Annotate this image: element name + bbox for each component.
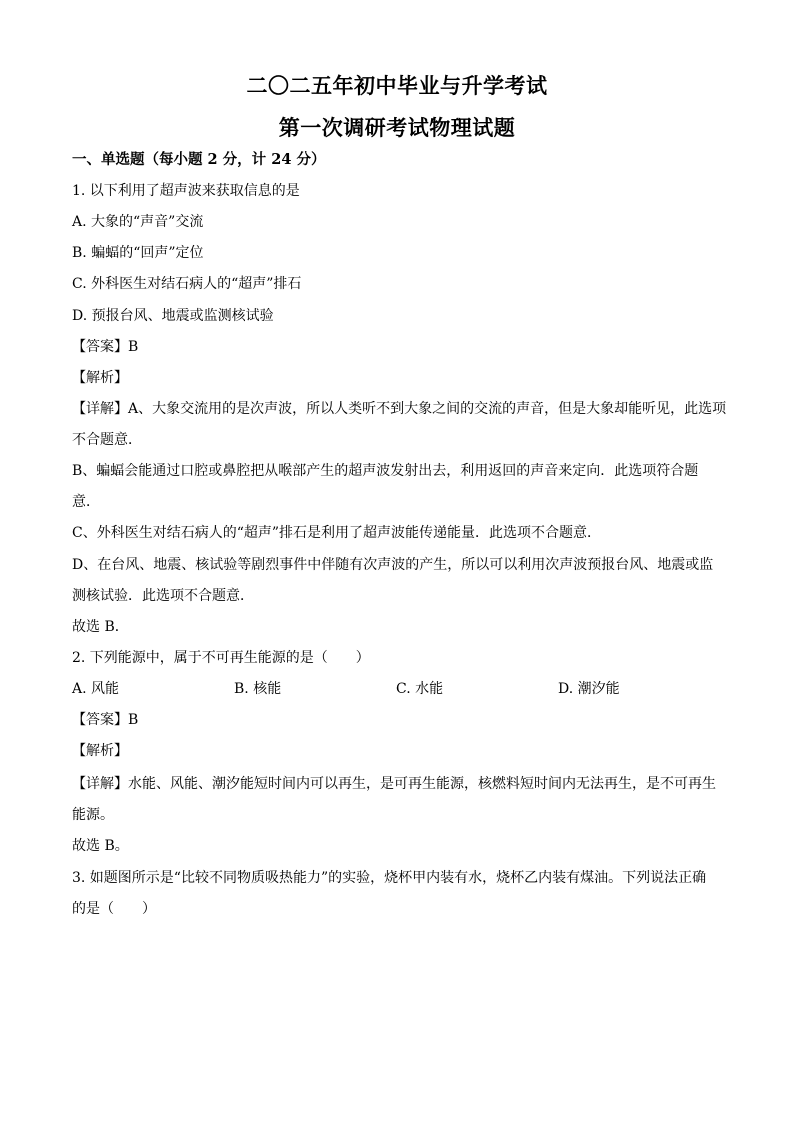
question-2-stem: 2. 下列能源中，属于不可再生能源的是（ ） <box>72 650 370 666</box>
question-1-option-d: D. 预报台风、地震或监测核试验 <box>72 308 274 324</box>
question-1-option-b: B. 蝙蝠的“回声”定位 <box>72 245 204 261</box>
section-heading: 一、单选题（每小题 2 分，计 24 分） <box>72 151 326 168</box>
question-3-stem-continued: 的是（ ） <box>72 901 156 917</box>
question-1-detail-line: B、蝙蝠会能通过口腔或鼻腔把从喉部产生的超声波发射出去，利用返回的声音来定向．此选项符合题 <box>72 463 699 479</box>
question-1-conclusion: 故选 B． <box>72 619 129 635</box>
question-2-answer: 【答案】B <box>72 712 139 728</box>
question-1-option-c: C. 外科医生对结石病人的“超声”排石 <box>72 276 302 292</box>
exam-title: 二〇二五年初中毕业与升学考试 <box>246 73 548 98</box>
question-2-conclusion: 故选 B。 <box>72 838 129 854</box>
question-1-stem: 1. 以下利用了超声波来获取信息的是 <box>72 183 300 199</box>
question-3-stem: 3. 如题图所示是“比较不同物质吸热能力”的实验，烧杯甲内装有水，烧杯乙内装有煤油。下列说法正确 <box>72 870 707 886</box>
question-2-detail-line: 【详解】水能、风能、潮汐能短时间内可以再生，是可再生能源，核燃料短时间内无法再生，是不可再生 <box>72 776 716 792</box>
question-1-detail-line: 不合题意． <box>72 432 142 448</box>
question-1-analysis-label: 【解析】 <box>72 370 128 386</box>
question-1-detail-line: 意． <box>72 494 100 510</box>
question-1-detail-line: 【详解】A、大象交流用的是次声波，所以人类听不到大象之间的交流的声音，但是大象却能听见，此选项 <box>72 401 727 417</box>
exam-subtitle: 第一次调研考试物理试题 <box>278 115 516 140</box>
question-1-option-a: A. 大象的“声音”交流 <box>72 214 204 230</box>
question-2-option-c: C. 水能 <box>396 681 444 697</box>
question-2-option-d: D. 潮汐能 <box>558 681 620 697</box>
question-2-detail-line: 能源。 <box>72 807 114 823</box>
question-1-detail-line: C、外科医生对结石病人的“超声”排石是利用了超声波能传递能量．此选项不合题意． <box>72 525 602 541</box>
question-2-option-b: B. 核能 <box>234 681 282 697</box>
question-1-detail-line: D、在台风、地震、核试验等剧烈事件中伴随有次声波的产生，所以可以利用次声波预报台风、地震或监 <box>72 557 714 573</box>
question-2-analysis-label: 【解析】 <box>72 743 128 759</box>
question-1-answer: 【答案】B <box>72 339 139 355</box>
question-1-detail-line: 测核试验．此选项不合题意． <box>72 588 254 604</box>
question-2-option-a: A. 风能 <box>72 681 120 697</box>
